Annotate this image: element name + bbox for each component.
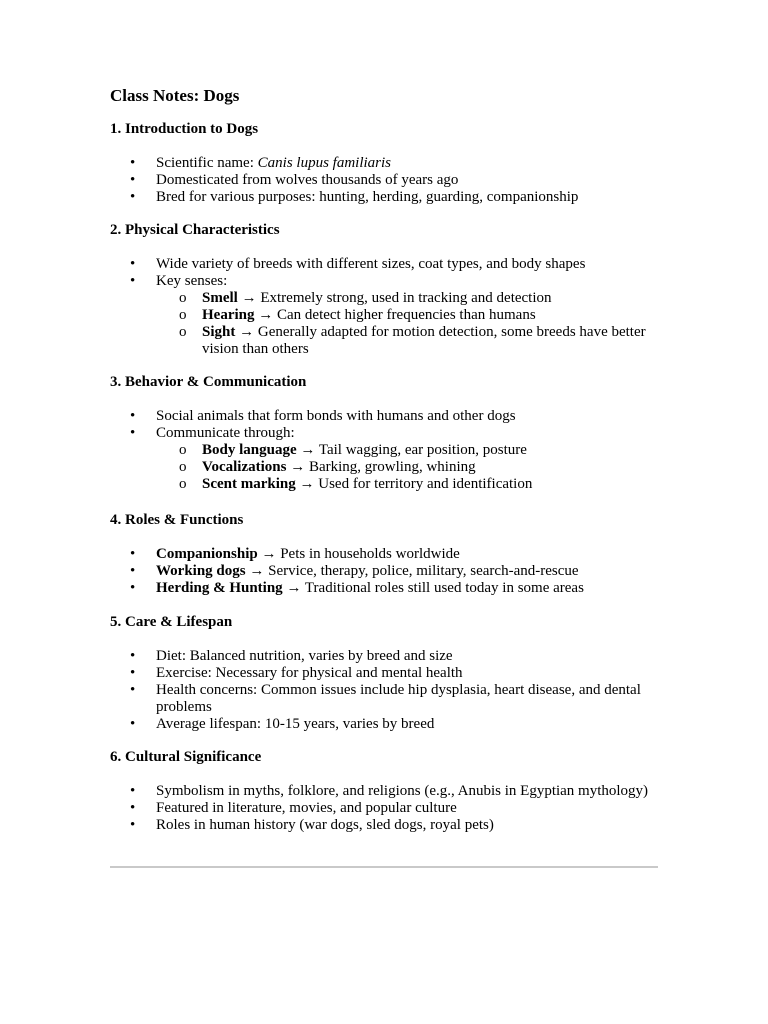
section-heading: 3. Behavior & Communication — [110, 374, 307, 390]
bullet-icon: • — [130, 172, 136, 188]
list-item — [110, 783, 658, 800]
description: Service, therapy, police, military, search-and-rescue — [268, 563, 579, 579]
item-text: Diet: Balanced nutrition, varies by breed and size — [156, 648, 453, 664]
description: Generally adapted for motion detection, some breeds have better vision than others — [202, 324, 646, 357]
section-heading: 5. Care & Lifespan — [110, 614, 233, 630]
sub-list-item — [156, 324, 658, 358]
term: Scent marking — [202, 476, 296, 492]
sub-bullet-icon: o — [179, 324, 187, 340]
arrow-icon: → — [261, 546, 277, 562]
description: Can detect higher frequencies than humans — [277, 307, 536, 323]
description: Barking, growling, whining — [308, 459, 476, 475]
arrow-icon: → — [300, 442, 316, 458]
sub-bullet-icon: o — [179, 307, 187, 323]
item-text: Average lifespan: 10-15 years, varies by breed — [156, 716, 435, 732]
section-heading: 1. Introduction to Dogs — [110, 121, 259, 137]
list-item — [110, 580, 658, 597]
description: Traditional roles still used today in some areas — [304, 580, 584, 596]
sub-list-item — [156, 442, 658, 459]
list-item — [110, 648, 658, 665]
item-text: Domesticated from wolves thousands of years ago — [156, 172, 459, 188]
item-text: Social animals that form bonds with humans and other dogs — [156, 408, 516, 424]
section-introduction — [110, 121, 658, 206]
arrow-icon: → — [258, 307, 274, 323]
bullet-icon: • — [130, 648, 136, 664]
arrow-icon: → — [249, 563, 265, 579]
bullet-icon: • — [130, 800, 136, 816]
list-item — [110, 563, 658, 580]
item-text: Health concerns: Common issues include hip dysplasia, heart disease, and dental problems — [156, 682, 641, 715]
section-care-lifespan — [110, 614, 658, 733]
section-heading: 2. Physical Characteristics — [110, 222, 280, 238]
bullet-icon: • — [130, 817, 136, 833]
bullet-icon: • — [130, 563, 136, 579]
term: Herding & Hunting — [156, 580, 283, 596]
term: Smell — [202, 290, 238, 306]
list-item — [110, 800, 658, 817]
list-item — [110, 817, 658, 834]
sub-list — [156, 442, 658, 493]
item-text: Roles in human history (war dogs, sled dogs, royal pets) — [156, 817, 494, 833]
section-roles-functions — [110, 512, 658, 597]
sub-list-item — [156, 290, 658, 307]
bullet-icon: • — [130, 783, 136, 799]
bullet-list — [110, 546, 658, 597]
document-title: Class Notes: Dogs — [110, 86, 240, 105]
document-page — [110, 86, 658, 834]
bullet-icon: • — [130, 425, 136, 441]
bullet-list — [110, 155, 658, 206]
list-item — [110, 716, 658, 733]
sub-bullet-icon: o — [179, 290, 187, 306]
item-text: Exercise: Necessary for physical and mental health — [156, 665, 463, 681]
item-text: Wide variety of breeds with different sizes, coat types, and body shapes — [156, 256, 586, 272]
bullet-icon: • — [130, 189, 136, 205]
item-text: Featured in literature, movies, and popular culture — [156, 800, 457, 816]
arrow-icon: → — [286, 580, 302, 596]
description: Used for territory and identification — [318, 476, 533, 492]
list-item — [110, 172, 658, 189]
list-item — [110, 425, 658, 493]
arrow-icon: → — [290, 459, 306, 475]
bullet-list — [110, 408, 658, 493]
sub-bullet-icon: o — [179, 459, 187, 475]
term: Companionship — [156, 546, 258, 562]
term: Sight — [202, 324, 236, 340]
bullet-list — [110, 648, 658, 733]
arrow-icon: → — [299, 476, 315, 492]
term: Hearing — [202, 307, 255, 323]
list-item — [110, 408, 658, 425]
bullet-icon: • — [130, 580, 136, 596]
list-item — [110, 273, 658, 358]
item-text: Bred for various purposes: hunting, herding, guarding, companionship — [156, 189, 579, 205]
bullet-list — [110, 256, 658, 358]
bullet-icon: • — [130, 273, 136, 289]
bullet-icon: • — [130, 408, 136, 424]
bullet-icon: • — [130, 682, 136, 698]
list-item — [110, 682, 658, 716]
scientific-name: Canis lupus familiaris — [257, 155, 391, 171]
item-text: Communicate through: — [156, 425, 295, 441]
description: Extremely strong, used in tracking and detection — [260, 290, 552, 306]
sub-list-item — [156, 459, 658, 476]
term: Vocalizations — [202, 459, 287, 475]
arrow-icon: → — [239, 324, 255, 340]
horizontal-rule — [110, 866, 658, 868]
item-text: Scientific name: — [156, 155, 258, 171]
section-heading: 4. Roles & Functions — [110, 512, 244, 528]
description: Tail wagging, ear position, posture — [318, 442, 527, 458]
section-heading: 6. Cultural Significance — [110, 749, 262, 765]
term: Working dogs — [156, 563, 246, 579]
sub-bullet-icon: o — [179, 442, 187, 458]
bullet-icon: • — [130, 256, 136, 272]
sub-list-item — [156, 476, 658, 493]
sub-bullet-icon: o — [179, 476, 187, 492]
term: Body language — [202, 442, 297, 458]
list-item — [110, 155, 658, 172]
list-item — [110, 189, 658, 206]
bullet-list — [110, 783, 658, 834]
section-cultural-significance — [110, 749, 658, 834]
list-item — [110, 546, 658, 563]
sub-list-item — [156, 307, 658, 324]
bullet-icon: • — [130, 665, 136, 681]
bullet-icon: • — [130, 546, 136, 562]
item-text: Symbolism in myths, folklore, and religions (e.g., Anubis in Egyptian mythology) — [156, 783, 649, 799]
section-behavior-communication — [110, 374, 658, 493]
item-text: Key senses: — [156, 273, 228, 289]
bullet-icon: • — [130, 155, 136, 171]
arrow-icon: → — [241, 290, 257, 306]
bullet-icon: • — [130, 716, 136, 732]
list-item — [110, 665, 658, 682]
description: Pets in households worldwide — [280, 546, 460, 562]
section-physical-characteristics — [110, 222, 658, 358]
sub-list — [156, 290, 658, 358]
list-item — [110, 256, 658, 273]
